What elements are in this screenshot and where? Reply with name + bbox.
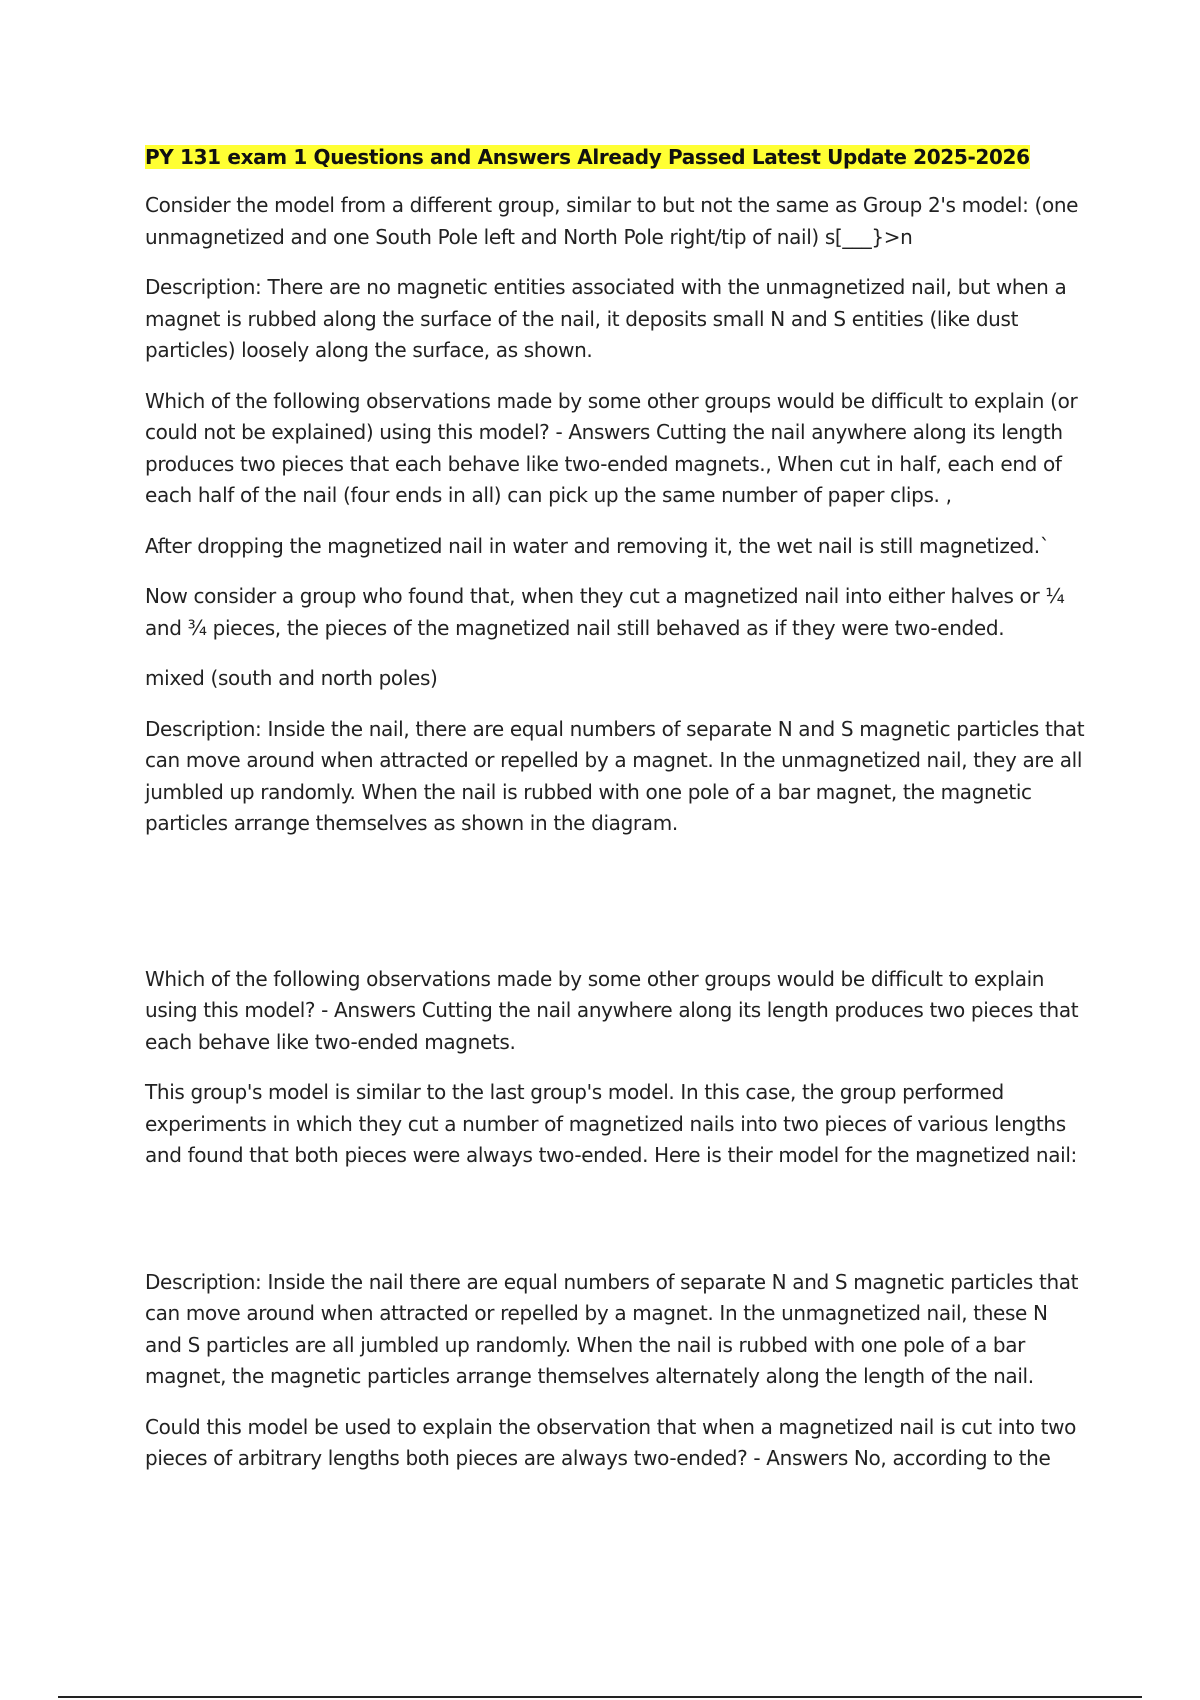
paragraph-group-cut-nail: Now consider a group who found that, when they cut a magnetized nail into either halves or ¼ and ¾ pieces, the pieces of the magnetized nail still behaved as if they were two-ended. [145,584,1065,640]
paragraph-description-particles: Description: Inside the nail, there are equal numbers of separate N and S magnetic particles that can move around when attracted or repelled by a magnet. In the unmagnetized nail, they are all jumbled up randomly. When the nail is rubbed with one pole of a bar magnet, the magnetic particles arrange themselves as shown in the diagram. [145,716,1085,835]
paragraph-question-answer-1: Which of the following observations made by some other groups would be difficult to explain (or could not be explained) using this model? - Answers Cutting the nail anywhere along its length produces two pieces that each behave like two-ended magnets., When cut in half, each end of each half of the nail (four ends in all) can pick up the same number of paper clips. , [145,388,1078,507]
paragraph-model-intro: Consider the model from a different group, similar to but not the same as Group 2's model: (one unmagnetized and one South Pole left and North Pole right/tip of nail) s[___}>n [145,193,1079,249]
diagram-space [145,859,1090,964]
document-title: PY 131 exam 1 Questions and Answers Already Passed Latest Update 2025-2026 [145,145,1030,169]
paragraph-description-dust: Description: There are no magnetic entities associated with the unmagnetized nail, but when a magnet is rubbed along the surface of the nail, it deposits small N and S entities (like dust particles) loosely along the surface, as shown. [145,275,1067,362]
document-page [145,142,1090,1494]
model-diagram-space [145,1191,1090,1267]
paragraph-mixed-poles: mixed (south and north poles) [145,666,438,690]
paragraph-wet-nail: After dropping the magnetized nail in water and removing it, the wet nail is still magnetized.` [145,533,1050,558]
paragraph-description-alternate: Description: Inside the nail there are equal numbers of separate N and S magnetic particles that can move around when attracted or repelled by a magnet. In the unmagnetized nail, these N and S particles are all jumbled up randomly. When the nail is rubbed with one pole of a bar magnet, the magnetic particles arrange themselves alternately along the length of the nail. [145,1269,1079,1388]
paragraph-question-answer-3: Could this model be used to explain the observation that when a magnetized nail is cut into two pieces of arbitrary lengths both pieces are always two-ended? - Answers No, according to the [145,1414,1077,1470]
footer-rule [58,1696,1142,1698]
paragraph-question-answer-2: Which of the following observations made by some other groups would be difficult to explain using this model? - Answers Cutting the nail anywhere along its length produces two pieces that each behave like two-ended magnets. [145,966,1079,1054]
paragraph-similar-model: This group's model is similar to the last group's model. In this case, the group performed experiments in which they cut a number of magnetized nails into two pieces of various lengths and found that both pieces were always two-ended. Here is their model for the magnetized nail: [145,1080,1077,1167]
title-block [145,142,1090,172]
